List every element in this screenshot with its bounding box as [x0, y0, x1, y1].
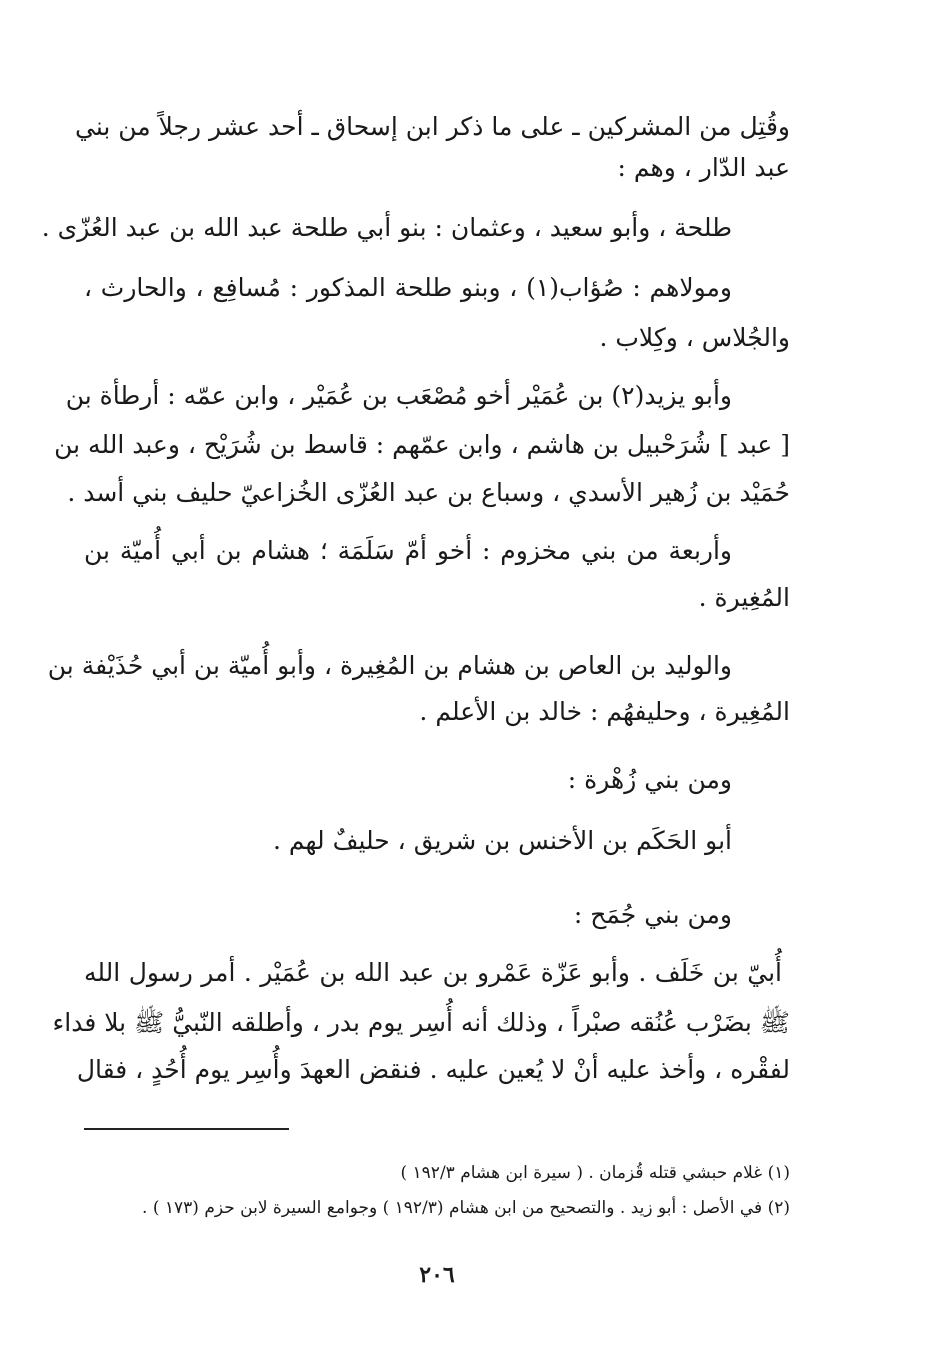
body-line-16: أُبيّ بن خَلَف . وأبو عَزّة عَمْرو بن عبد الله بن عُمَيْر . أمر رسول الله: [84, 958, 782, 987]
body-line-2: عبد الدّار ، وهم :: [617, 153, 790, 182]
body-line-15: ومن بني جُمَح :: [573, 900, 732, 929]
body-line-7: [ عبد ] شُرَحْبيل بن هاشم ، وابن عمّهم : قاسط بن شُرَيْح ، وعبد الله بن: [54, 430, 790, 459]
footnote-separator: [84, 1128, 289, 1130]
body-line-9: وأربعة من بني مخزوم : أخو أمّ سَلَمَة ؛ هشام بن أبي أُميّة بن: [84, 536, 732, 565]
body-line-18: لفقْره ، وأخذ عليه أنْ لا يُعين عليه . فنقض العهدَ وأُسِر يوم أُحُدٍ ، فقال: [76, 1055, 790, 1084]
body-line-5: والجُلاس ، وكِلاب .: [599, 323, 790, 352]
book-page: [41, 0, 790, 1366]
body-line-10: المُغِيرة .: [698, 583, 790, 612]
body-line-14: أبو الحَكَم بن الأخنس بن شريق ، حليفٌ لهم .: [272, 826, 732, 855]
body-line-8: حُمَيْد بن زُهير الأسدي ، وسباع بن عبد العُزّى الخُزاعيّ حليف بني أسد .: [67, 478, 790, 507]
body-line-17: ﷺ بضَرْب عُنُقه صبْراً ، وذلك أنه أُسِر يوم بدر ، وأطلقه النّبيُّ ﷺ بلا فداء: [52, 1008, 790, 1037]
body-line-1: وقُتِل من المشركين ـ على ما ذكر ابن إسحاق ـ أحد عشر رجلاً من بني: [74, 112, 790, 141]
page-number: ٢٠٦: [419, 1262, 455, 1288]
body-line-6: وأبو يزيد(٢) بن عُمَيْر أخو مُصْعَب بن عُمَيْر ، وابن عمّه : أرطأة بن: [65, 381, 732, 410]
footnote-1: (١) غلام حبشي قتله قُزمان . ( سيرة ابن هشام ١٩٢/٣ ): [400, 1163, 790, 1183]
footnote-2: (٢) في الأصل : أبو زيد . والتصحيح من ابن هشام (١٩٢/٣ ) وجوامع السيرة لابن حزم (١٧٣ ) .: [142, 1198, 790, 1218]
body-line-3: طلحة ، وأبو سعيد ، وعثمان : بنو أبي طلحة عبد الله بن عبد العُزّى .: [41, 213, 732, 242]
body-line-12: المُغِيرة ، وحليفهُم : خالد بن الأعلم .: [419, 697, 790, 726]
body-line-11: والوليد بن العاص بن هشام بن المُغِيرة ، وأبو أُميّة بن أبي حُذَيْفة بن: [47, 651, 732, 680]
body-line-4: ومولاهم : صُؤاب(١) ، وبنو طلحة المذكور : مُسافِع ، والحارث ،: [84, 273, 733, 302]
body-line-13: ومن بني زُهْرة :: [567, 765, 732, 794]
